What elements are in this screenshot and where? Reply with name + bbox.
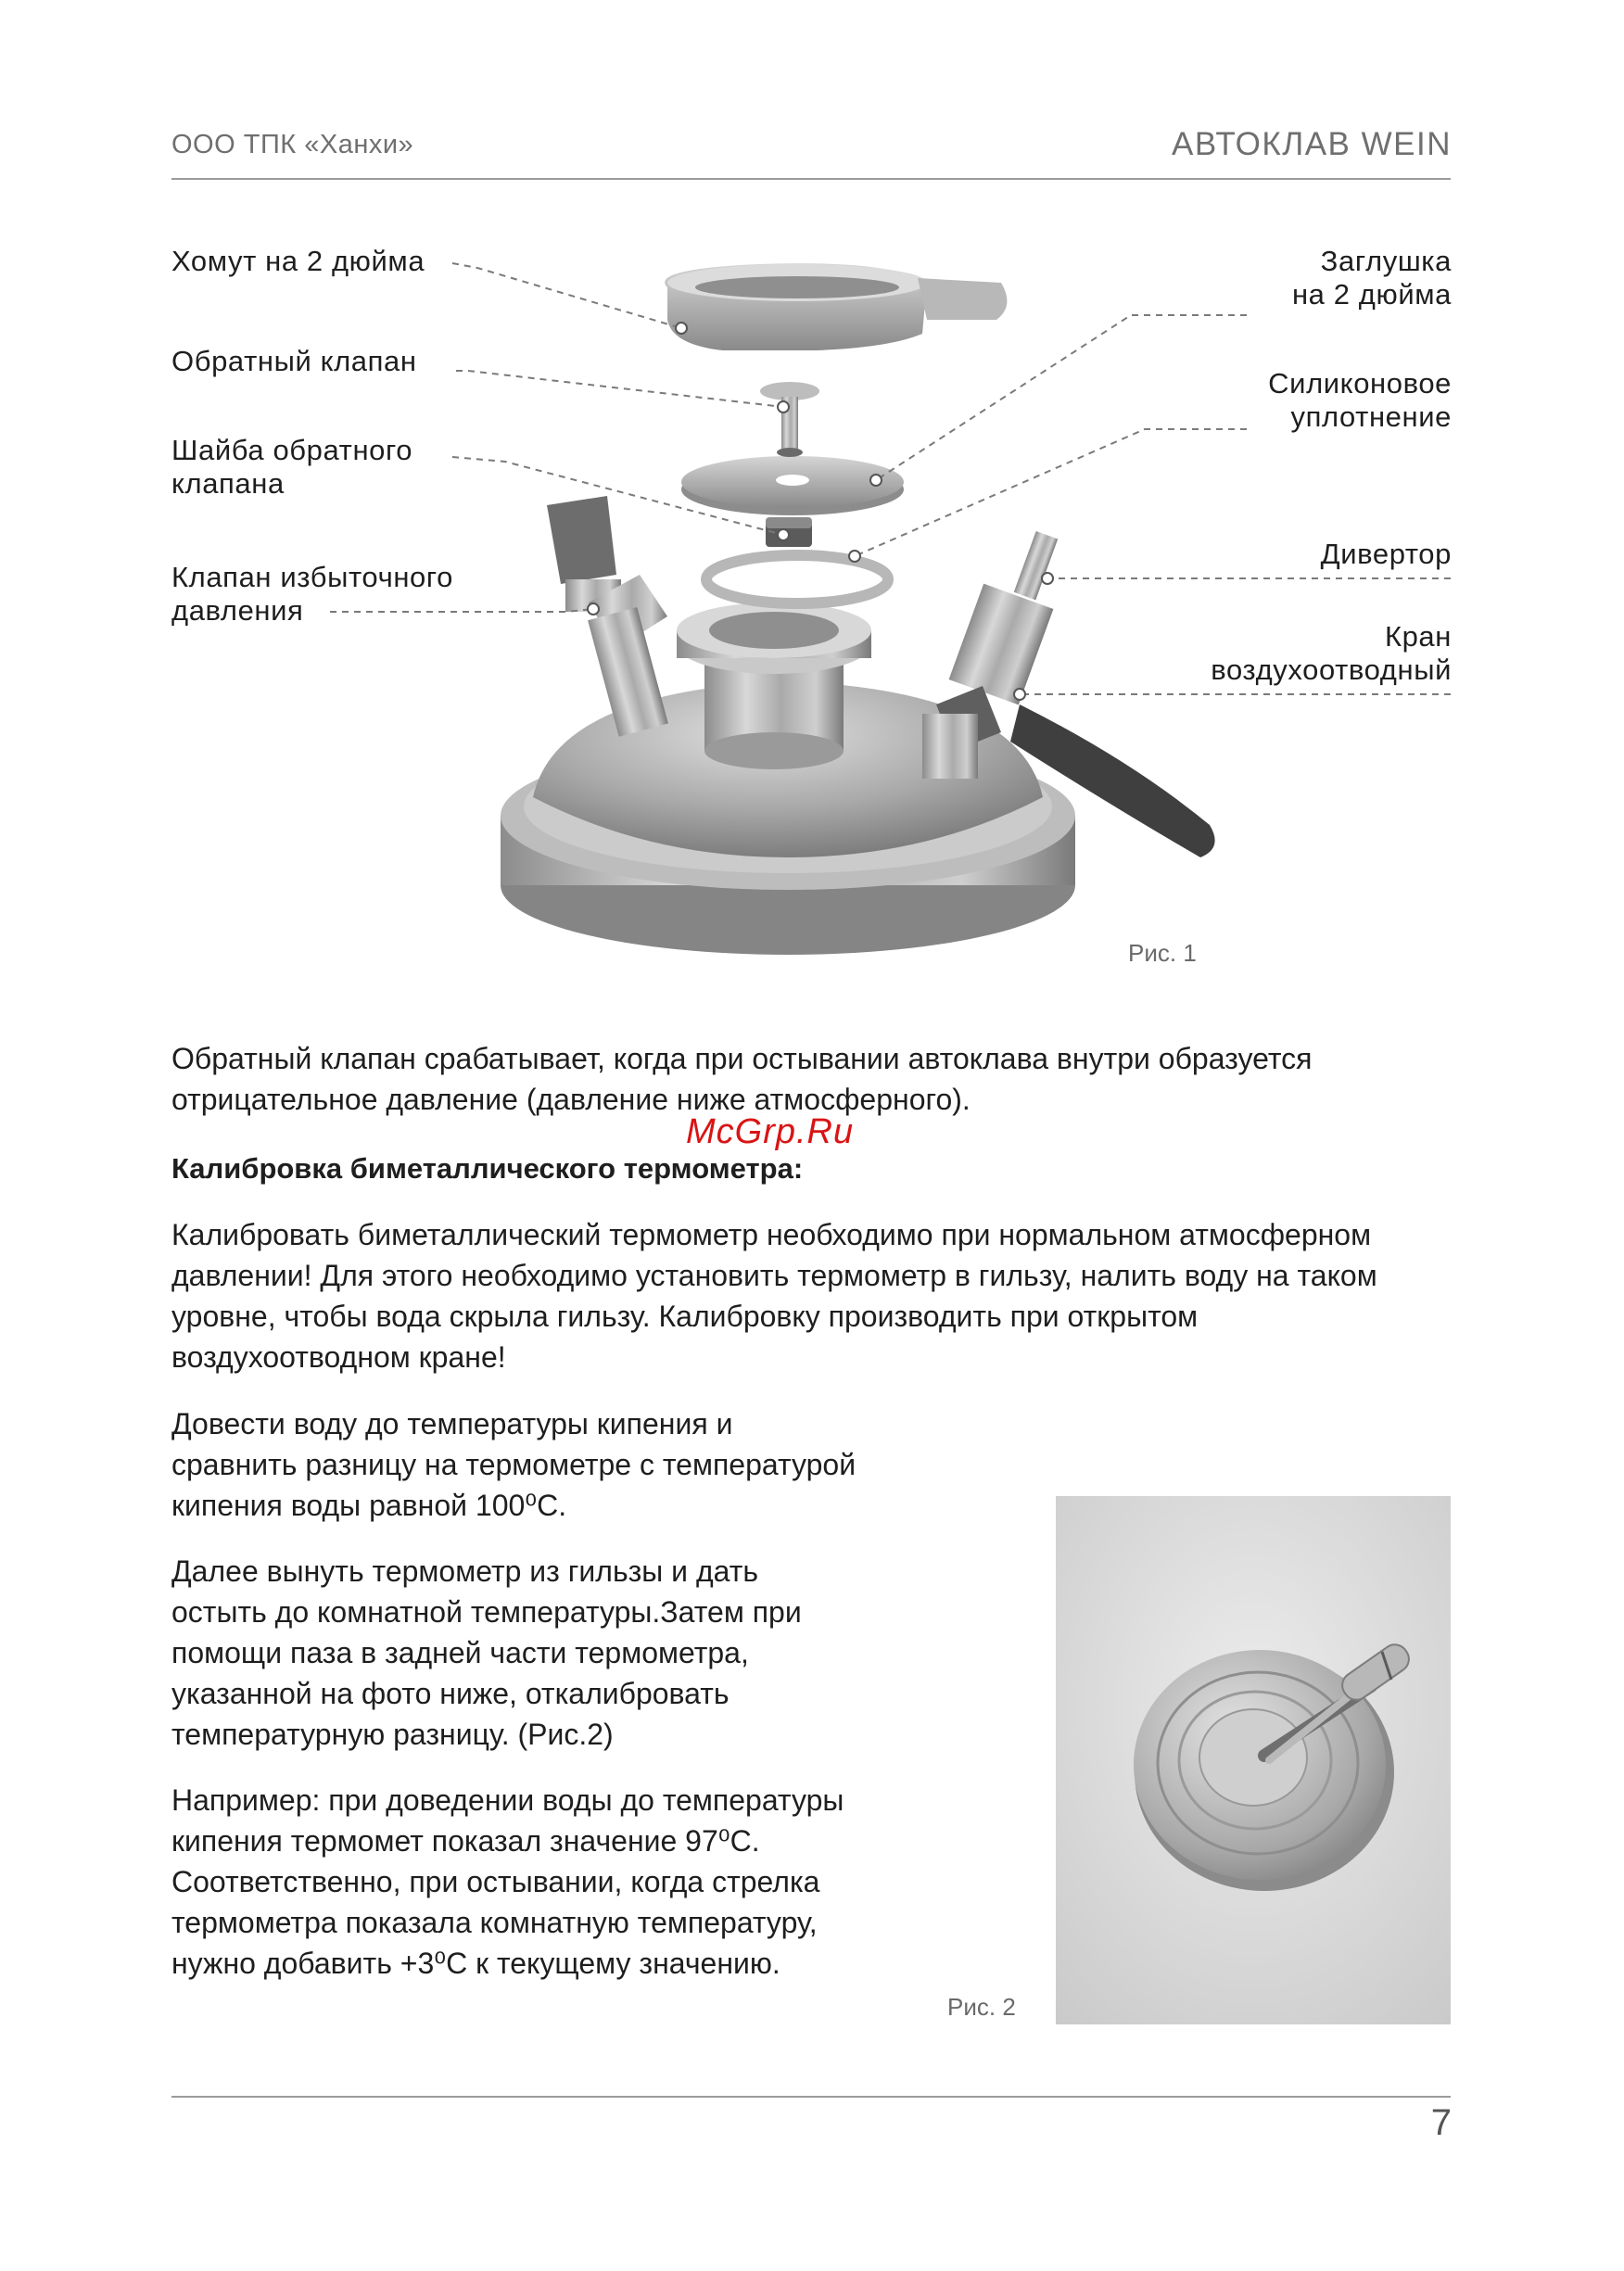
- thermometer-photo: [1056, 1496, 1451, 2024]
- label-pressure-relief-valve: Клапан избыточного давления: [171, 561, 453, 627]
- autoclave-lid-illustration: [0, 0, 1624, 1001]
- label-plug: Заглушка на 2 дюйма: [1291, 245, 1452, 311]
- boiling-paragraph: Довести воду до температуры кипения и сравнить разницу на термометре с температурой кипения воды равной 100⁰С.: [171, 1407, 856, 1522]
- example-paragraph: Например: при доведении воды до температуры кипения термомет показал значение 97⁰С. Соответственно, при остывании, когда стрелка термометра показала комнатную температуру, нужно добавить +3⁰С к текущему значению.: [171, 1783, 844, 1980]
- check-valve: [760, 382, 819, 457]
- clamp: [665, 263, 1007, 350]
- label-diverter: Дивертор: [1320, 538, 1452, 570]
- header-company: ООО ТПК «Ханхи»: [171, 130, 414, 159]
- label-clamp: Хомут на 2 дюйма: [171, 245, 425, 277]
- pressure-relief-valve: [547, 496, 668, 737]
- figure2-caption: Рис. 2: [947, 1993, 1016, 2021]
- footer-divider: [171, 2096, 1451, 2098]
- header-product-title: АВТОКЛАВ WEIN: [1171, 126, 1452, 162]
- center-ferrule: [677, 603, 871, 769]
- label-check-valve: Обратный клапан: [171, 345, 417, 377]
- label-silicone-gasket: Силиконовое уплотнение: [1268, 367, 1452, 433]
- page-number: 7: [1430, 2102, 1452, 2143]
- label-check-valve-washer: Шайба обратного клапана: [171, 434, 413, 500]
- adjust-paragraph: Далее вынуть термометр из гильзы и дать остыть до комнатной температуры.Затем при помощи паза в задней части термометра, указанной на фото ниже, откалибровать температурную разницу. (Рис.2): [171, 1554, 802, 1751]
- label-air-release-tap: Кран воздухоотводный: [1211, 620, 1452, 686]
- intro-paragraph: Обратный клапан срабатывает, когда при остывании автоклава внутри образуется отрицательное давление (давление ниже атмосферного).: [171, 1042, 1313, 1116]
- calibration-paragraph: Калибровать биметаллический термометр необходимо при нормальном атмосферном давлении! Для этого необходимо установить термометр в гильзу, налить воду на таком уровне, чтобы вода скрыла гильзу. Калибровку производить при открытом воздухоотводном кране!: [171, 1218, 1377, 1374]
- figure1-caption: Рис. 1: [1128, 939, 1197, 967]
- silicone-gasket: [706, 555, 888, 603]
- section-heading: Калибровка биметаллического термометра:: [171, 1152, 804, 1185]
- plug-disk: [681, 456, 904, 515]
- watermark: McGrp.Ru: [686, 1112, 855, 1151]
